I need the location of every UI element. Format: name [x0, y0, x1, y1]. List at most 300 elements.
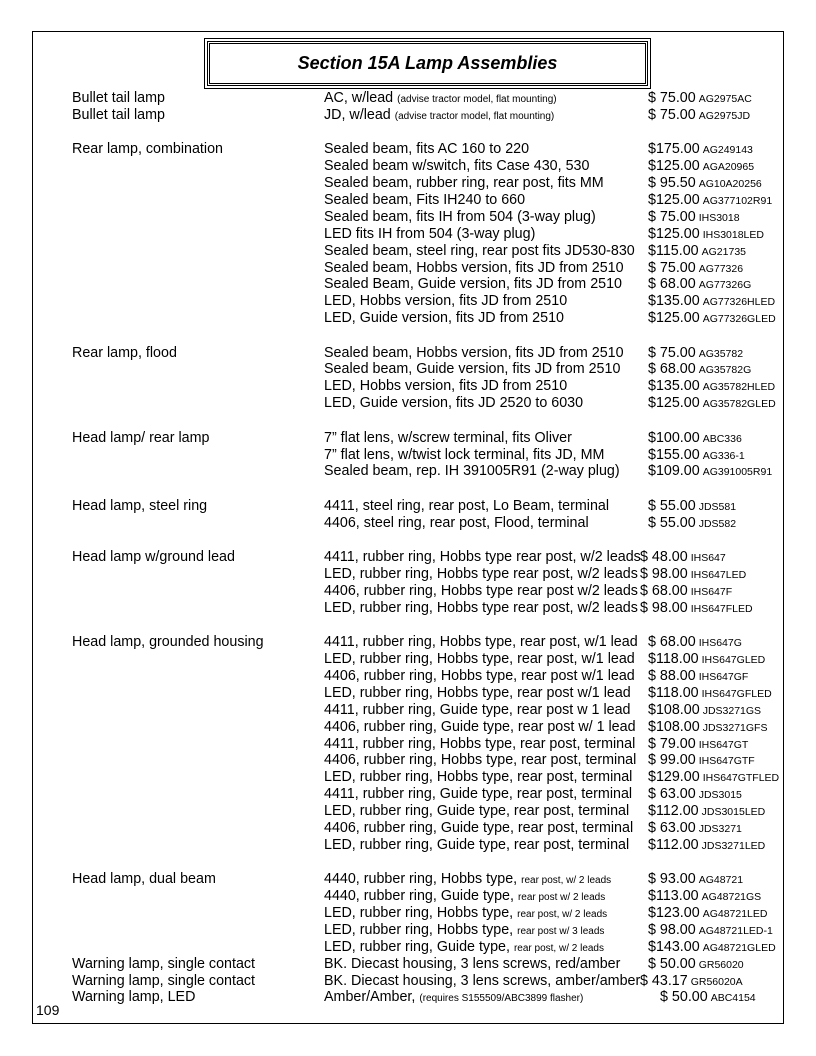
row-spacer	[0, 854, 816, 872]
price: $125.00	[648, 158, 700, 175]
description-note: rear post, w/ 2 leads	[513, 942, 604, 954]
description-text: Sealed beam, steel ring, rear post fits JD530-830	[324, 242, 635, 259]
price-cell	[648, 752, 755, 770]
part-row	[0, 651, 816, 668]
price-cell	[648, 651, 765, 669]
price: $ 95.50	[648, 175, 696, 192]
price: $ 98.00	[648, 921, 696, 938]
description-text: 4411, rubber ring, Guide type, rear post, terminal	[324, 786, 633, 803]
part-description	[324, 226, 535, 243]
part-row	[0, 175, 816, 192]
price: $125.00	[648, 310, 700, 327]
price: $109.00	[648, 463, 700, 480]
price-cell	[648, 786, 742, 804]
price-cell	[648, 447, 745, 465]
part-name: Bullet tail lamp	[72, 106, 165, 123]
price: $175.00	[648, 141, 700, 158]
part-row	[0, 752, 816, 769]
part-description	[324, 634, 638, 651]
description-text: LED fits IH from 504 (3-way plug)	[324, 225, 536, 242]
description-text: Amber/Amber,	[324, 989, 416, 1006]
price: $125.00	[648, 225, 700, 242]
part-code: ABC4154	[710, 992, 756, 1005]
part-code: JDS3271LED	[701, 839, 766, 852]
price-cell	[648, 260, 743, 278]
part-description	[324, 345, 624, 362]
parts-list	[0, 90, 816, 1006]
price: $ 99.00	[648, 752, 696, 769]
part-code: ABC336	[702, 432, 742, 445]
part-row	[0, 566, 816, 583]
price-cell	[640, 583, 732, 601]
part-code: IHS3018LED	[702, 228, 764, 241]
part-row	[0, 939, 816, 956]
price-cell	[648, 463, 772, 481]
part-description	[324, 719, 636, 736]
description-text: LED, Hobbs version, fits JD from 2510	[324, 293, 568, 310]
part-code: JDS582	[698, 517, 737, 530]
part-code: AG77326	[698, 262, 744, 275]
part-row	[0, 769, 816, 786]
price-cell	[648, 719, 767, 737]
price-cell	[648, 871, 743, 889]
price: $ 68.00	[640, 582, 688, 599]
row-spacer	[0, 124, 816, 142]
price-cell	[648, 702, 761, 720]
part-description	[324, 820, 633, 837]
part-name: Warning lamp, single contact	[72, 972, 256, 989]
part-description	[324, 668, 635, 685]
part-row	[0, 837, 816, 854]
part-code: AG249143	[702, 144, 753, 157]
description-text: Sealed Beam, Guide version, fits JD from 2510	[324, 276, 622, 293]
part-description	[324, 158, 589, 175]
price: $ 68.00	[648, 276, 696, 293]
price-cell	[640, 973, 743, 991]
description-text: 4411, rubber ring, Hobbs type, rear post, w/1 lead	[324, 634, 638, 651]
price: $135.00	[648, 293, 700, 310]
price: $ 63.00	[648, 819, 696, 836]
part-code: IHS647GTF	[698, 755, 755, 768]
part-description	[324, 192, 525, 209]
part-description	[324, 515, 589, 532]
part-description	[324, 463, 620, 480]
part-code: IHS647	[690, 552, 726, 565]
part-code: AG48721LED	[702, 908, 768, 921]
description-text: 4406, rubber ring, Hobbs type, rear post, terminal	[324, 752, 637, 769]
part-code: AG48721GS	[701, 891, 762, 904]
description-text: 4411, rubber ring, Hobbs type, rear post, terminal	[324, 735, 636, 752]
price-cell	[648, 430, 742, 448]
description-text: AC, w/lead	[324, 90, 394, 106]
price: $ 93.00	[648, 871, 696, 888]
part-row	[0, 310, 816, 327]
price-cell	[648, 395, 776, 413]
price: $ 48.00	[640, 549, 688, 566]
part-code: IHS647G	[698, 637, 742, 650]
part-description	[324, 989, 583, 1008]
price-cell	[648, 837, 765, 855]
part-name: Rear lamp, combination	[72, 141, 223, 158]
part-description	[324, 752, 636, 769]
part-description	[324, 293, 567, 310]
part-description	[324, 395, 583, 412]
part-row	[0, 634, 816, 651]
part-code: AG2975JD	[698, 109, 751, 122]
price-cell	[648, 803, 765, 821]
price: $ 75.00	[648, 106, 696, 123]
part-row	[0, 447, 816, 464]
part-description	[324, 973, 640, 990]
price-cell	[640, 549, 726, 567]
description-text: 4411, steel ring, rear post, Lo Beam, terminal	[324, 497, 610, 514]
part-row	[0, 973, 816, 990]
description-text: LED, rubber ring, Hobbs type, rear post, terminal	[324, 769, 633, 786]
price: $125.00	[648, 395, 700, 412]
part-row	[0, 293, 816, 310]
part-code: AG35782HLED	[702, 381, 776, 394]
part-row	[0, 378, 816, 395]
description-text: LED, Hobbs version, fits JD from 2510	[324, 378, 568, 395]
part-code: JDS3271GFS	[702, 721, 768, 734]
description-text: 4440, rubber ring, Guide type,	[324, 888, 514, 905]
description-text: BK. Diecast housing, 3 lens screws, red/amber	[324, 955, 621, 972]
part-description	[324, 685, 631, 702]
part-row	[0, 685, 816, 702]
row-spacer	[0, 327, 816, 345]
price: $ 68.00	[648, 634, 696, 651]
price: $ 63.00	[648, 786, 696, 803]
description-text: 4406, rubber ring, Guide type, rear post, terminal	[324, 819, 634, 836]
description-text: BK. Diecast housing, 3 lens screws, amber/amber	[324, 972, 641, 989]
price: $ 75.00	[648, 208, 696, 225]
part-code: JDS3015LED	[701, 806, 766, 819]
description-text: Sealed beam, rubber ring, rear post, fits MM	[324, 175, 604, 192]
part-code: IHS647GF	[698, 670, 749, 683]
part-description	[324, 803, 629, 820]
price: $ 98.00	[640, 599, 688, 616]
price: $115.00	[648, 242, 699, 259]
price-cell	[648, 939, 776, 957]
price-cell	[648, 209, 740, 227]
part-description	[324, 600, 638, 617]
price: $ 50.00	[660, 989, 708, 1006]
price-cell	[648, 668, 748, 686]
part-description	[324, 837, 629, 854]
price: $113.00	[648, 888, 699, 905]
part-description	[324, 141, 529, 158]
description-text: Sealed beam, fits IH from 504 (3-way plug)	[324, 208, 596, 225]
price: $123.00	[648, 905, 700, 922]
description-note: rear post, w/ 2 leads	[521, 875, 612, 887]
part-code: AG336-1	[702, 449, 745, 462]
part-row	[0, 549, 816, 566]
part-code: IHS3018	[698, 211, 740, 224]
description-text: Sealed beam, Guide version, fits JD from 2510	[324, 361, 621, 378]
part-code: IHS647F	[690, 585, 733, 598]
price-cell	[648, 736, 748, 754]
description-note: rear post w/ 2 leads	[517, 892, 606, 904]
part-code: JDS3015	[698, 789, 742, 802]
part-row	[0, 956, 816, 973]
price-cell	[648, 820, 742, 838]
price-cell	[648, 276, 751, 294]
description-text: 4406, rubber ring, Guide type, rear post w/ 1 lead	[324, 718, 636, 735]
part-row	[0, 515, 816, 532]
part-code: IHS647LED	[690, 568, 747, 581]
part-row	[0, 243, 816, 260]
description-note: (requires S155509/ABC3899 flasher)	[419, 993, 584, 1005]
price: $143.00	[648, 938, 700, 955]
part-code: AG35782GLED	[702, 398, 776, 411]
part-description	[324, 736, 635, 753]
description-text: LED, rubber ring, Hobbs type,	[324, 921, 514, 938]
part-row	[0, 107, 816, 124]
description-text: LED, rubber ring, Hobbs type rear post, w/2 leads	[324, 565, 638, 582]
part-row	[0, 260, 816, 277]
price-cell	[660, 989, 756, 1007]
part-code: JDS581	[698, 500, 737, 513]
part-code: GR56020A	[690, 975, 743, 988]
part-code: AG35782	[698, 347, 744, 360]
description-text: LED, rubber ring, Hobbs type,	[324, 905, 514, 922]
description-note: (advise tractor model, flat mounting)	[397, 94, 557, 105]
part-description	[324, 175, 604, 192]
part-row	[0, 888, 816, 905]
part-row	[0, 141, 816, 158]
price: $ 75.00	[648, 259, 696, 276]
section-title-box	[207, 41, 648, 86]
part-code: IHS647GTFLED	[702, 772, 780, 785]
price: $ 75.00	[648, 344, 696, 361]
part-name: Warning lamp, single contact	[72, 955, 256, 972]
price: $ 79.00	[648, 735, 696, 752]
part-code: JDS3271	[698, 822, 742, 835]
part-description	[324, 361, 620, 378]
description-text: LED, rubber ring, Guide type,	[324, 938, 510, 955]
part-code: AG2975AC	[698, 93, 752, 105]
price-cell	[648, 107, 750, 125]
price: $118.00	[648, 651, 699, 668]
part-description	[324, 566, 638, 583]
part-description	[324, 447, 604, 464]
row-spacer	[0, 532, 816, 550]
part-name: Head lamp w/ground lead	[72, 549, 235, 566]
price: $125.00	[648, 191, 700, 208]
part-code: AG77326G	[698, 279, 752, 292]
description-text: LED, rubber ring, Hobbs type, rear post w/1 lead	[324, 684, 631, 701]
part-code: IHS647GLED	[701, 654, 766, 667]
price-cell	[648, 378, 775, 396]
price-cell	[640, 600, 753, 618]
description-text: JD, w/lead	[324, 106, 391, 123]
part-row	[0, 702, 816, 719]
row-spacer	[0, 412, 816, 430]
part-row	[0, 922, 816, 939]
description-text: Sealed beam, fits AC 160 to 220	[324, 141, 530, 158]
part-code: AG35782G	[698, 364, 752, 377]
price: $ 43.17	[640, 972, 688, 989]
page-number: 109	[36, 1002, 60, 1018]
price-cell	[648, 175, 762, 193]
row-spacer	[0, 480, 816, 498]
description-text: 4406, rubber ring, Hobbs type rear post w/2 leads	[324, 582, 638, 599]
part-row	[0, 803, 816, 820]
part-code: AG48721GLED	[702, 941, 776, 954]
price: $100.00	[648, 429, 700, 446]
price: $ 68.00	[648, 361, 696, 378]
part-code: AG21735	[701, 245, 746, 258]
part-row	[0, 498, 816, 515]
part-code: AG77326HLED	[702, 296, 776, 309]
part-description	[324, 276, 622, 293]
price: $135.00	[648, 378, 700, 395]
part-code: JDS3271GS	[702, 704, 762, 717]
price-cell	[648, 141, 753, 159]
description-text: Sealed beam, Fits IH240 to 660	[324, 191, 526, 208]
part-description	[324, 583, 638, 600]
description-note: rear post w/ 3 leads	[517, 925, 605, 937]
description-text: 7” flat lens, w/screw terminal, fits Oliver	[324, 429, 572, 446]
part-row	[0, 786, 816, 803]
price-cell	[648, 685, 772, 703]
part-name: Warning lamp, LED	[72, 989, 196, 1006]
price-cell	[648, 361, 751, 379]
description-text: LED, Guide version, fits JD 2520 to 6030	[324, 395, 584, 412]
row-spacer	[0, 617, 816, 635]
price: $ 75.00	[648, 90, 696, 106]
price-cell	[648, 293, 775, 311]
part-name: Head lamp, steel ring	[72, 497, 208, 514]
part-row	[0, 583, 816, 600]
price-cell	[648, 345, 743, 363]
part-row	[0, 90, 816, 107]
part-description	[324, 310, 564, 327]
part-row	[0, 276, 816, 293]
price-cell	[640, 566, 746, 584]
price-cell	[648, 90, 752, 108]
part-code: AG391005R91	[702, 466, 773, 479]
part-row	[0, 226, 816, 243]
description-text: LED, rubber ring, Hobbs type rear post, w/2 leads	[324, 599, 638, 616]
price-cell	[648, 192, 772, 210]
part-row	[0, 395, 816, 412]
description-text: 4411, rubber ring, Guide type, rear post w 1 lead	[324, 701, 631, 718]
description-note: rear post, w/ 2 leads	[517, 909, 608, 921]
part-code: AG48721LED-1	[698, 924, 773, 937]
description-text: LED, Guide version, fits JD from 2510	[324, 310, 564, 327]
part-name: Rear lamp, flood	[72, 344, 177, 361]
part-row	[0, 361, 816, 378]
part-description	[324, 786, 632, 803]
price-cell	[648, 498, 736, 516]
price: $112.00	[648, 836, 699, 853]
part-name: Bullet tail lamp	[72, 90, 165, 106]
part-description	[324, 702, 631, 719]
part-code: IHS647GFLED	[701, 687, 772, 700]
price-cell	[648, 769, 779, 787]
price-cell	[648, 905, 767, 923]
price: $ 98.00	[640, 565, 688, 582]
description-text: LED, rubber ring, Hobbs type, rear post, w/1 lead	[324, 651, 635, 668]
price-cell	[648, 310, 776, 328]
part-row	[0, 430, 816, 447]
price-cell	[648, 243, 746, 261]
part-row	[0, 871, 816, 888]
price-cell	[648, 888, 761, 906]
price: $155.00	[648, 446, 700, 463]
price: $ 50.00	[648, 955, 696, 972]
description-text: 4411, rubber ring, Hobbs type rear post, w/2 leads	[324, 549, 641, 566]
part-row	[0, 736, 816, 753]
part-name: Head lamp, dual beam	[72, 871, 216, 888]
part-row	[0, 600, 816, 617]
description-text: Sealed beam, Hobbs version, fits JD from 2510	[324, 344, 624, 361]
part-description	[324, 209, 596, 226]
part-row	[0, 820, 816, 837]
part-row	[0, 158, 816, 175]
description-text: 7” flat lens, w/twist lock terminal, fits JD, MM	[324, 446, 605, 463]
part-row	[0, 463, 816, 480]
description-text: LED, rubber ring, Guide type, rear post, terminal	[324, 803, 630, 820]
part-row	[0, 719, 816, 736]
part-description	[324, 549, 641, 566]
description-text: Sealed beam, Hobbs version, fits JD from 2510	[324, 259, 624, 276]
part-description	[324, 378, 567, 395]
description-text: LED, rubber ring, Guide type, rear post, terminal	[324, 836, 630, 853]
price-cell	[648, 922, 773, 940]
part-code: AG48721	[698, 874, 744, 887]
part-description	[324, 430, 572, 447]
price-cell	[648, 956, 744, 974]
part-code: GR56020	[698, 958, 744, 971]
description-text: 4406, steel ring, rear post, Flood, terminal	[324, 514, 589, 531]
price: $ 55.00	[648, 514, 696, 531]
price: $ 88.00	[648, 667, 696, 684]
part-description	[324, 956, 620, 973]
price: $118.00	[648, 684, 699, 701]
part-row	[0, 668, 816, 685]
part-description	[324, 260, 624, 277]
price: $ 55.00	[648, 497, 696, 514]
price-cell	[648, 515, 736, 533]
part-row	[0, 192, 816, 209]
price: $108.00	[648, 718, 700, 735]
part-row	[0, 209, 816, 226]
part-code: AG377102R91	[702, 194, 773, 207]
part-name: Head lamp, grounded housing	[72, 634, 264, 651]
part-row	[0, 345, 816, 362]
part-description	[324, 651, 635, 668]
description-text: Sealed beam w/switch, fits Case 430, 530	[324, 158, 590, 175]
price: $112.00	[648, 803, 699, 820]
part-code: AGA20965	[702, 161, 755, 174]
part-description	[324, 243, 635, 260]
section-title: Section 15A Lamp Assemblies	[297, 53, 558, 73]
description-text: Sealed beam, rep. IH 391005R91 (2-way plug)	[324, 463, 620, 480]
part-code: AG10A20256	[698, 178, 762, 191]
description-text: 4406, rubber ring, Hobbs type, rear post w/1 lead	[324, 667, 635, 684]
part-code: IHS647GT	[698, 738, 749, 751]
description-note: (advise tractor model, flat mounting)	[394, 110, 555, 122]
part-name: Head lamp/ rear lamp	[72, 429, 210, 446]
price: $108.00	[648, 701, 700, 718]
part-code: AG77326GLED	[702, 313, 776, 326]
part-description	[324, 498, 609, 515]
part-row	[0, 989, 816, 1006]
part-code: IHS647FLED	[690, 602, 753, 615]
description-text: 4440, rubber ring, Hobbs type,	[324, 871, 518, 888]
